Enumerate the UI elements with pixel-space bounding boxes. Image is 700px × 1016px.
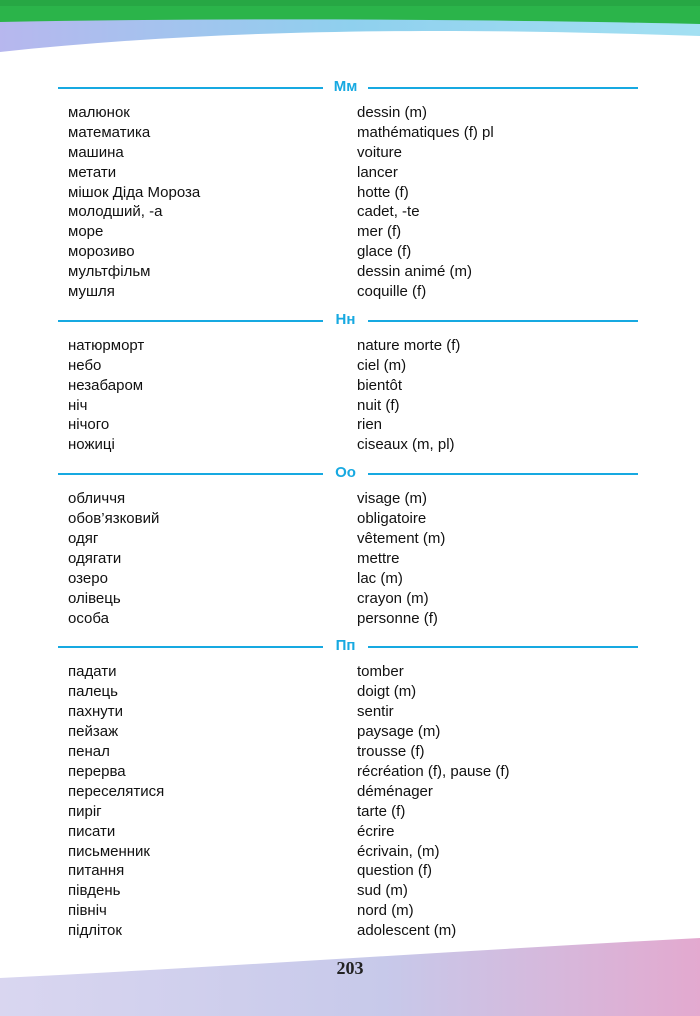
glossary-entry (0, 489, 700, 509)
ukrainian-term: пахнути (68, 703, 123, 721)
ukrainian-term: ніч (68, 396, 88, 414)
glossary-entry (0, 143, 700, 163)
french-translation: dessin animé (m) (357, 263, 473, 281)
glossary-entry (0, 529, 700, 549)
glossary-entry (0, 901, 700, 921)
top-decorative-band (0, 0, 700, 60)
ukrainian-term: письменник (68, 842, 150, 860)
ukrainian-term: море (68, 223, 104, 241)
section-2 (0, 462, 700, 635)
ukrainian-term: перерва (68, 762, 126, 780)
french-translation: glace (f) (357, 243, 412, 261)
section-header (58, 309, 638, 333)
glossary-entry (0, 415, 700, 435)
glossary-entry (0, 549, 700, 569)
glossary-entry (0, 662, 700, 682)
section-1 (0, 309, 700, 462)
glossary-entry (0, 589, 700, 609)
french-translation: rien (357, 416, 383, 434)
french-translation: vêtement (m) (357, 530, 446, 548)
ukrainian-term: обличчя (68, 490, 126, 508)
divider-line (58, 473, 323, 475)
section-header (58, 635, 638, 659)
entry-list (0, 333, 700, 462)
ukrainian-term: ножиці (68, 436, 115, 454)
ukrainian-term: мушля (68, 283, 115, 301)
french-translation: coquille (f) (357, 283, 427, 301)
ukrainian-term: математика (68, 123, 151, 141)
section-letter: Мм (333, 78, 358, 95)
glossary-entry (0, 242, 700, 262)
page-number: 203 (336, 958, 364, 978)
french-translation: question (f) (357, 862, 433, 880)
glossary-entry (0, 822, 700, 842)
glossary (0, 76, 700, 948)
french-translation: tarte (f) (357, 802, 406, 820)
glossary-entry (0, 742, 700, 762)
glossary-entry (0, 262, 700, 282)
ukrainian-term: машина (68, 143, 124, 161)
glossary-entry (0, 802, 700, 822)
ukrainian-term: пенал (68, 743, 110, 761)
french-translation: sentir (357, 703, 394, 721)
french-translation: doigt (m) (357, 683, 417, 701)
glossary-entry (0, 202, 700, 222)
glossary-entry (0, 336, 700, 356)
ukrainian-term: метати (68, 163, 117, 181)
ukrainian-term: одяг (68, 530, 99, 548)
french-translation: hotte (f) (357, 183, 409, 201)
french-translation: bientôt (357, 376, 403, 394)
ukrainian-term: молодший, -а (68, 203, 163, 221)
french-translation: écrivain, (m) (357, 842, 440, 860)
section-letter: Оо (335, 464, 356, 482)
glossary-entry (0, 881, 700, 901)
french-translation: nuit (f) (357, 396, 400, 414)
ukrainian-term: нічого (68, 416, 110, 434)
french-translation: nord (m) (357, 902, 414, 920)
glossary-entry (0, 396, 700, 416)
ukrainian-term: малюнок (68, 104, 130, 121)
ukrainian-term: південь (68, 882, 121, 900)
divider-line (368, 320, 638, 322)
french-translation: tomber (357, 663, 404, 681)
french-translation: ciseaux (m, pl) (357, 436, 455, 454)
french-translation: lac (m) (357, 569, 403, 587)
section-letter: Нн (335, 310, 356, 328)
glossary-entry (0, 569, 700, 589)
divider-line (58, 87, 323, 89)
section-3 (0, 635, 700, 947)
ukrainian-term: озеро (68, 569, 108, 587)
glossary-entry (0, 376, 700, 396)
ukrainian-term: палець (68, 683, 118, 701)
section-header (58, 462, 638, 486)
french-translation: trousse (f) (357, 743, 425, 761)
ukrainian-term: небо (68, 356, 102, 374)
glossary-entry (0, 842, 700, 862)
glossary-entry (0, 722, 700, 742)
french-translation: dessin (m) (357, 104, 428, 121)
ukrainian-term: мішок Діда Мороза (68, 183, 201, 201)
french-translation: écrire (357, 822, 395, 840)
section-0 (0, 76, 700, 309)
glossary-entry (0, 123, 700, 143)
divider-line (58, 320, 323, 322)
ukrainian-term: незабаром (68, 376, 144, 394)
ukrainian-term: падати (68, 663, 117, 681)
glossary-entry (0, 762, 700, 782)
ukrainian-term: олівець (68, 589, 121, 607)
french-translation: obligatoire (357, 510, 427, 528)
glossary-entry (0, 782, 700, 802)
entry-list (0, 100, 700, 309)
french-translation: cadet, -te (357, 203, 420, 221)
glossary-entry (0, 282, 700, 302)
section-header (58, 76, 638, 100)
french-translation: crayon (m) (357, 589, 429, 607)
glossary-entry (0, 682, 700, 702)
ukrainian-term: пиріг (68, 802, 102, 820)
ukrainian-term: питання (68, 862, 125, 880)
ukrainian-term: натюрморт (68, 336, 145, 354)
entry-list (0, 659, 700, 947)
glossary-entry (0, 222, 700, 242)
french-translation: déménager (357, 782, 433, 800)
glossary-entry (0, 861, 700, 881)
french-translation: voiture (357, 143, 403, 161)
divider-line (368, 473, 638, 475)
glossary-entry (0, 103, 700, 123)
french-translation: adolescent (m) (357, 922, 457, 940)
ukrainian-term: мультфільм (68, 263, 151, 281)
french-translation: mettre (357, 549, 400, 567)
ukrainian-term: переселятися (68, 782, 165, 800)
french-translation: paysage (m) (357, 723, 441, 741)
ukrainian-term: морозиво (68, 243, 135, 261)
french-translation: nature morte (f) (357, 336, 461, 354)
glossary-entry (0, 183, 700, 203)
ukrainian-term: особа (68, 609, 109, 627)
french-translation: lancer (357, 163, 398, 181)
french-translation: visage (m) (357, 490, 428, 508)
divider-line (368, 87, 638, 89)
french-translation: mathématiques (f) pl (357, 123, 494, 141)
ukrainian-term: обов’язковий (68, 510, 160, 528)
french-translation: mer (f) (357, 223, 402, 241)
glossary-entry (0, 356, 700, 376)
glossary-entry (0, 435, 700, 455)
french-translation: personne (f) (357, 609, 438, 627)
glossary-entry (0, 163, 700, 183)
entry-list (0, 486, 700, 635)
ukrainian-term: одягати (68, 549, 122, 567)
french-translation: récréation (f), pause (f) (357, 762, 510, 780)
ukrainian-term: підліток (68, 922, 122, 940)
glossary-entry (0, 509, 700, 529)
divider-line (58, 646, 323, 648)
section-letter: Пп (335, 637, 356, 655)
glossary-entry (0, 609, 700, 629)
french-translation: ciel (m) (357, 356, 407, 374)
ukrainian-term: пейзаж (68, 723, 119, 741)
glossary-entry (0, 702, 700, 722)
french-translation: sud (m) (357, 882, 408, 900)
divider-line (368, 646, 638, 648)
ukrainian-term: писати (68, 822, 116, 840)
ukrainian-term: північ (68, 902, 107, 920)
